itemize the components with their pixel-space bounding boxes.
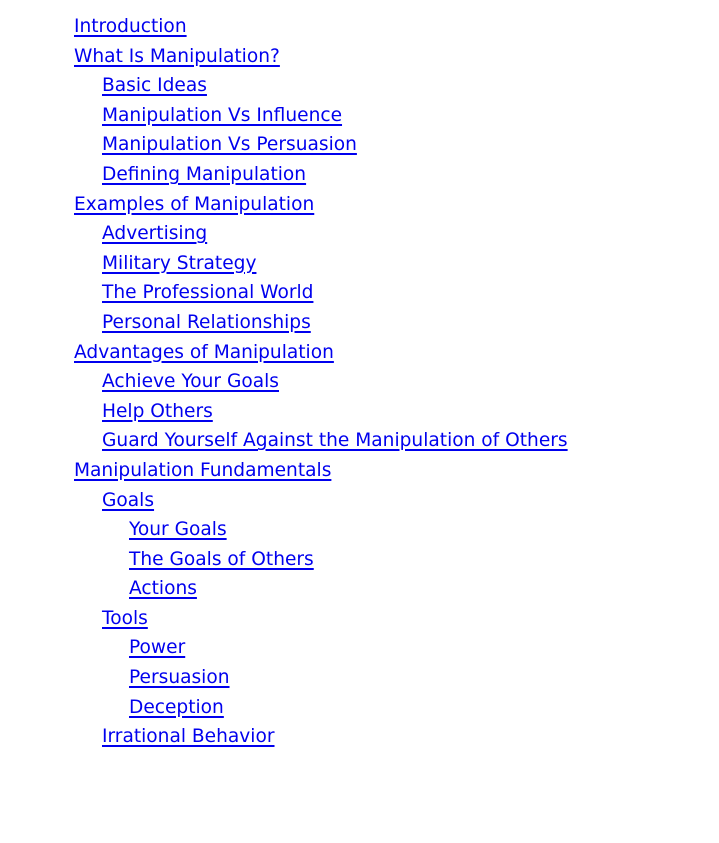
toc-entry: [74, 574, 714, 604]
table-of-contents: [74, 12, 714, 752]
toc-entry: [74, 633, 714, 663]
toc-entry: [74, 426, 714, 456]
toc-entry: [74, 545, 714, 575]
toc-link-military-strategy[interactable]: Military Strategy: [102, 252, 257, 274]
toc-link-guard-yourself[interactable]: Guard Yourself Against the Manipulation of Others: [102, 430, 568, 452]
toc-link-achieve-your-goals[interactable]: Achieve Your Goals: [102, 371, 279, 393]
toc-entry: [74, 456, 714, 486]
toc-link-examples-of-manipulation[interactable]: Examples of Manipulation: [74, 193, 315, 215]
toc-entry: [74, 663, 714, 693]
toc-link-actions[interactable]: Actions: [129, 578, 197, 600]
toc-link-defining-manipulation[interactable]: Defining Manipulation: [102, 163, 307, 185]
toc-entry: [74, 515, 714, 545]
toc-link-basic-ideas[interactable]: Basic Ideas: [102, 75, 207, 97]
toc-link-power[interactable]: Power: [129, 637, 186, 659]
toc-link-the-goals-of-others[interactable]: The Goals of Others: [129, 548, 314, 570]
toc-entry: [74, 397, 714, 427]
toc-link-advertising[interactable]: Advertising: [102, 223, 208, 245]
toc-entry: [74, 160, 714, 190]
toc-link-manipulation-fundamentals[interactable]: Manipulation Fundamentals: [74, 459, 332, 481]
toc-entry: [74, 219, 714, 249]
toc-entry: [74, 249, 714, 279]
toc-link-goals[interactable]: Goals: [102, 489, 155, 511]
toc-link-persuasion[interactable]: Persuasion: [129, 667, 230, 689]
toc-entry: [74, 486, 714, 516]
toc-entry: [74, 604, 714, 634]
toc-entry: [74, 278, 714, 308]
toc-link-manipulation-vs-persuasion[interactable]: Manipulation Vs Persuasion: [102, 134, 357, 156]
toc-entry: [74, 12, 714, 42]
toc-link-help-others[interactable]: Help Others: [102, 400, 213, 422]
toc-link-manipulation-vs-influence[interactable]: Manipulation Vs Influence: [102, 104, 343, 126]
toc-link-your-goals[interactable]: Your Goals: [129, 519, 227, 541]
toc-entry: [74, 338, 714, 368]
toc-entry: [74, 190, 714, 220]
toc-link-introduction[interactable]: Introduction: [74, 16, 187, 37]
toc-entry: [74, 308, 714, 338]
toc-entry: [74, 71, 714, 101]
toc-entry: [74, 130, 714, 160]
toc-link-advantages-of-manipulation[interactable]: Advantages of Manipulation: [74, 341, 334, 363]
toc-entry: [74, 42, 714, 72]
toc-entry: [74, 101, 714, 131]
toc-link-personal-relationships[interactable]: Personal Relationships: [102, 311, 311, 333]
toc-link-tools[interactable]: Tools: [102, 607, 148, 629]
toc-link-irrational-behavior[interactable]: Irrational Behavior: [102, 726, 275, 748]
toc-link-the-professional-world[interactable]: The Professional World: [102, 282, 314, 304]
toc-entry: [74, 367, 714, 397]
toc-entry: [74, 693, 714, 723]
toc-link-deception[interactable]: Deception: [129, 696, 224, 718]
toc-link-what-is-manipulation[interactable]: What Is Manipulation?: [74, 45, 280, 67]
toc-entry: [74, 722, 714, 752]
